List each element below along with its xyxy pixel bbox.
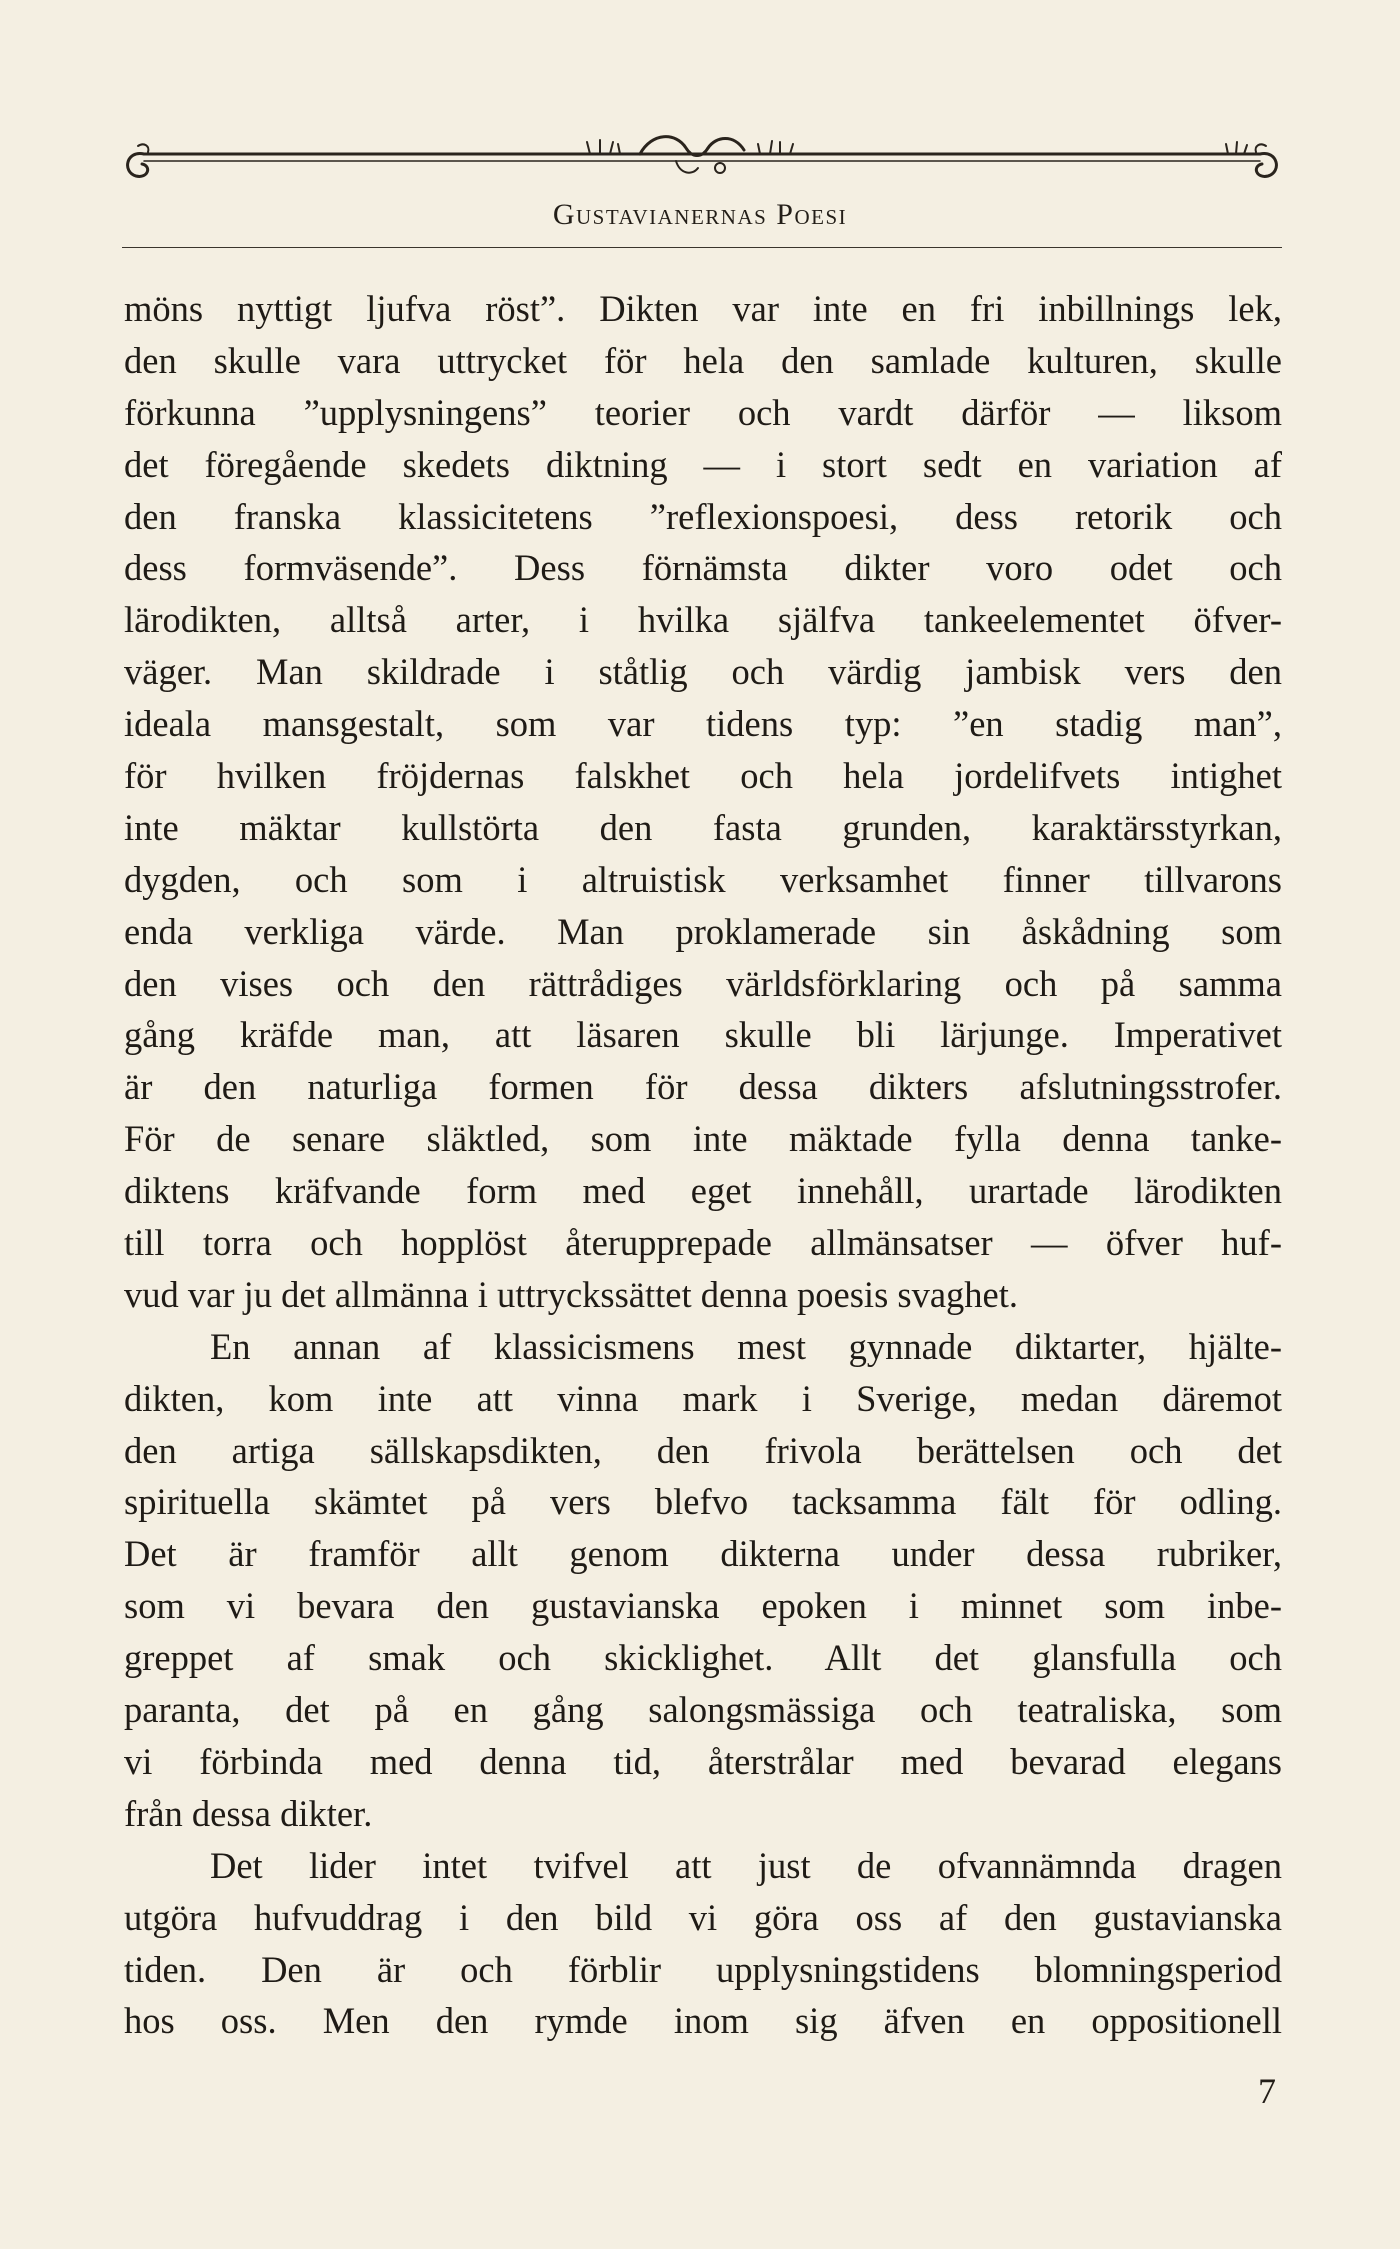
text-line: dygden, och som i altruistisk verksamhet finner tillvarons: [124, 858, 1282, 900]
text-line: För de senare släktled, som inte mäktade fylla denna tanke-: [124, 1118, 1282, 1160]
text-line: tiden. Den är och förblir upplysningstidens blomningsperiod: [124, 1948, 1282, 1990]
text-line: lärodikten, alltså arter, i hvilka själfva tankeelementet öfver-: [124, 599, 1282, 641]
text-line: gång kräfde man, att läsaren skulle bli lärjunge. Imperativet: [124, 1014, 1282, 1056]
decorative-scroll-ornament-icon: [120, 128, 1285, 190]
text-line: hos oss. Men den rymde inom sig äfven en oppositionell: [124, 2000, 1282, 2042]
text-line: det föregående skedets diktning — i stort sedt en variation af: [124, 443, 1282, 485]
text-line: utgöra hufvuddrag i den bild vi göra oss af den gustavianska: [124, 1896, 1282, 1938]
text-line: förkunna ”upplysningens” teorier och vardt därför — liksom: [124, 391, 1282, 433]
text-line: som vi bevara den gustavianska epoken i minnet som inbe-: [124, 1585, 1282, 1627]
text-line: spirituella skämtet på vers blefvo tacksamma fält för odling.: [124, 1481, 1282, 1523]
text-line: den artiga sällskapsdikten, den frivola berättelsen och det: [124, 1429, 1282, 1471]
text-line: den vises och den rättrådiges världsförklaring och på samma: [124, 962, 1282, 1004]
text-line: för hvilken fröjdernas falskhet och hela jordelifvets intighet: [124, 755, 1282, 797]
text-line: inte mäktar kullstörta den fasta grunden, karaktärsstyrkan,: [124, 806, 1282, 848]
text-line: Det lider intet tvifvel att just de ofvannämnda dragen: [210, 1844, 1282, 1886]
text-line: ideala mansgestalt, som var tidens typ: ”en stadig man”,: [124, 703, 1282, 745]
text-line: vud var ju det allmänna i uttryckssättet denna poesis svaghet.: [124, 1273, 1019, 1315]
text-line: En annan af klassicismens mest gynnade diktarter, hjälte-: [210, 1325, 1282, 1367]
text-line: greppet af smak och skicklighet. Allt det glansfulla och: [124, 1637, 1282, 1679]
text-line: dikten, kom inte att vinna mark i Sverige, medan däremot: [124, 1377, 1282, 1419]
text-line: den skulle vara uttrycket för hela den samlade kulturen, skulle: [124, 339, 1282, 381]
text-line: diktens kräfvande form med eget innehåll, urartade lärodikten: [124, 1170, 1282, 1212]
page-number: 7: [1258, 2071, 1276, 2111]
text-line: paranta, det på en gång salongsmässiga och teatraliska, som: [124, 1689, 1282, 1731]
text-line: till torra och hopplöst återupprepade allmänsatser — öfver huf-: [124, 1222, 1282, 1264]
text-line: Det är framför allt genom dikterna under dessa rubriker,: [124, 1533, 1282, 1575]
text-line: enda verkliga värde. Man proklamerade sin åskådning som: [124, 910, 1282, 952]
text-line: väger. Man skildrade i ståtlig och värdig jambisk vers den: [124, 651, 1282, 693]
text-line: vi förbinda med denna tid, återstrålar med bevarad elegans: [124, 1740, 1282, 1782]
text-line: dess formväsende”. Dess förnämsta dikter voro odet och: [124, 547, 1282, 589]
text-line: den franska klassicitetens ”reflexionspoesi, dess retorik och: [124, 495, 1282, 537]
text-line: från dessa dikter.: [124, 1792, 373, 1834]
body-text: [124, 283, 1282, 2047]
text-line: är den naturliga formen för dessa dikters afslutningsstrofer.: [124, 1066, 1282, 1108]
header-divider: [122, 247, 1282, 248]
text-line: möns nyttigt ljufva röst”. Dikten var inte en fri inbillnings lek,: [124, 288, 1282, 329]
running-head-title: Gustavianernas Poesi: [552, 198, 848, 231]
